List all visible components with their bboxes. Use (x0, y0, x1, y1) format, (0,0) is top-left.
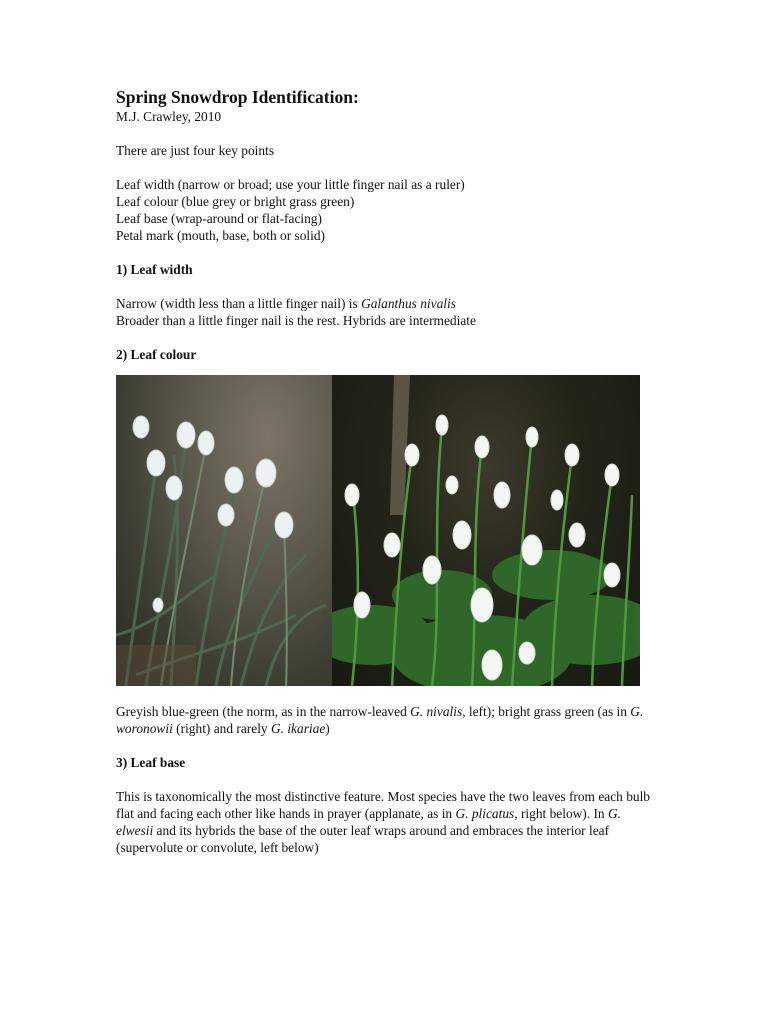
section-heading-leaf-width: 1) Leaf width (116, 262, 193, 277)
key-point: Petal mark (mouth, base, both or solid) (116, 228, 326, 243)
author-line: M.J. Crawley, 2010 (116, 109, 222, 124)
page-title: Spring Snowdrop Identification: (116, 87, 359, 107)
section-heading-leaf-base: 3) Leaf base (116, 755, 186, 770)
key-point: Leaf width (narrow or broad; use your little finger nail as a ruler) (116, 177, 465, 192)
leaf-width-line-1: Narrow (width less than a little finger nail) is Galanthus nivalis (116, 296, 456, 311)
document-text-continued (116, 703, 656, 856)
key-point: Leaf base (wrap-around or flat-facing) (116, 211, 322, 226)
intro-text: There are just four key points (116, 143, 275, 158)
key-point: Leaf colour (blue grey or bright grass green) (116, 194, 355, 209)
leaf-width-line-2: Broader than a little finger nail is the rest. Hybrids are intermediate (116, 313, 476, 328)
section-heading-leaf-colour: 2) Leaf colour (116, 347, 197, 362)
snowdrop-photos (116, 375, 640, 686)
leaf-base-paragraph: This is taxonomically the most distinctive feature. Most species have the two leaves from each bulb flat and facing each other like hands in prayer (applanate, as in G. plicatus, right below). In G. elwesii and its hybrids the base of the outer leaf wraps around and embraces the interior leaf (supervolute or convolute, left below) (116, 789, 650, 855)
photo-greyish-blue-green-snowdrops (116, 375, 332, 686)
leaf-colour-caption: Greyish blue-green (the norm, as in the narrow-leaved G. nivalis, left); bright grass green (as in G. woronowii (right) and rarely G. ikariae) (116, 704, 644, 736)
document-text (116, 86, 656, 363)
photo-bright-green-snowdrops (332, 375, 640, 686)
